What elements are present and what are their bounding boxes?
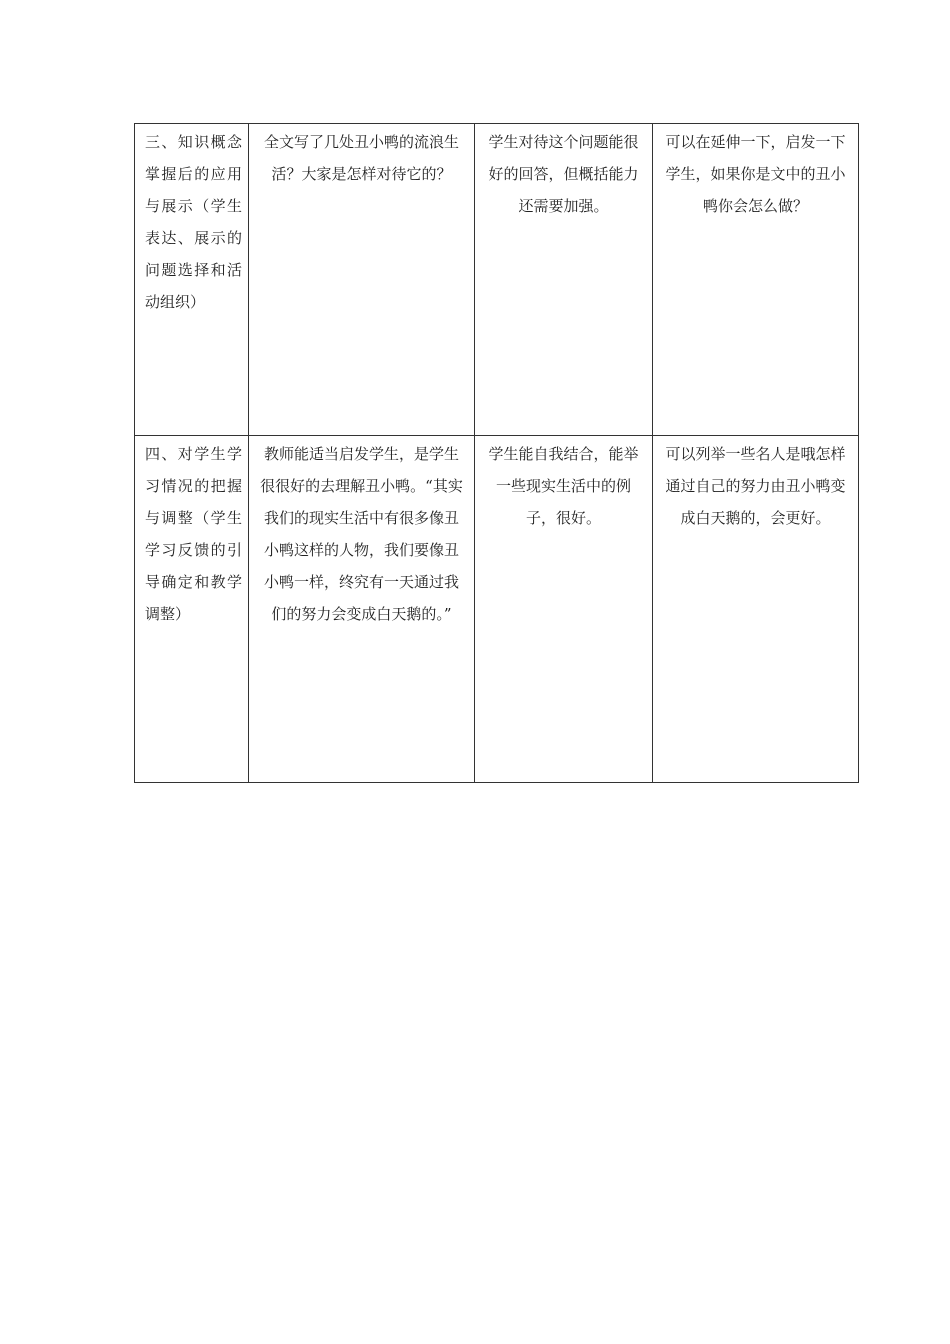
- teacher-text: 教师能适当启发学生，是学生很很好的去理解丑小鸭。“其实我们的现实生活中有很多像丑小鸭这样的人物，我们要像丑小鸭一样，终究有一天通过我们的努力会变成白天鹅的。”: [260, 445, 463, 623]
- teacher-text: 全文写了几处丑小鸭的流浪生活？大家是怎样对待它的？: [263, 133, 459, 183]
- suggestion-text: 可以在延伸一下，启发一下学生，如果你是文中的丑小鸭你会怎么做？: [665, 133, 846, 215]
- evaluation-table: [134, 123, 859, 783]
- student-text: 学生能自我结合，能举一些现实生活中的例子，很好。: [488, 445, 639, 527]
- teacher-cell: [249, 124, 475, 436]
- student-cell: [475, 436, 653, 783]
- suggestion-cell: [653, 436, 859, 783]
- suggestion-cell: [653, 124, 859, 436]
- student-text: 学生对待这个问题能很好的回答，但概括能力还需要加强。: [488, 133, 639, 215]
- row-label-text: 四、对学生学习情况的把握与调整（学生学习反馈的引导确定和教学调整）: [145, 445, 242, 623]
- student-cell: [475, 124, 653, 436]
- table-row: [135, 124, 859, 436]
- row-label-cell: [135, 124, 249, 436]
- teacher-cell: [249, 436, 475, 783]
- row-label-text: 三、知识概念掌握后的应用与展示（学生表达、展示的问题选择和活动组织）: [145, 133, 242, 311]
- row-label-cell: [135, 436, 249, 783]
- table-row: [135, 436, 859, 783]
- suggestion-text: 可以列举一些名人是哦怎样通过自己的努力由丑小鸭变成白天鹅的，会更好。: [665, 445, 846, 527]
